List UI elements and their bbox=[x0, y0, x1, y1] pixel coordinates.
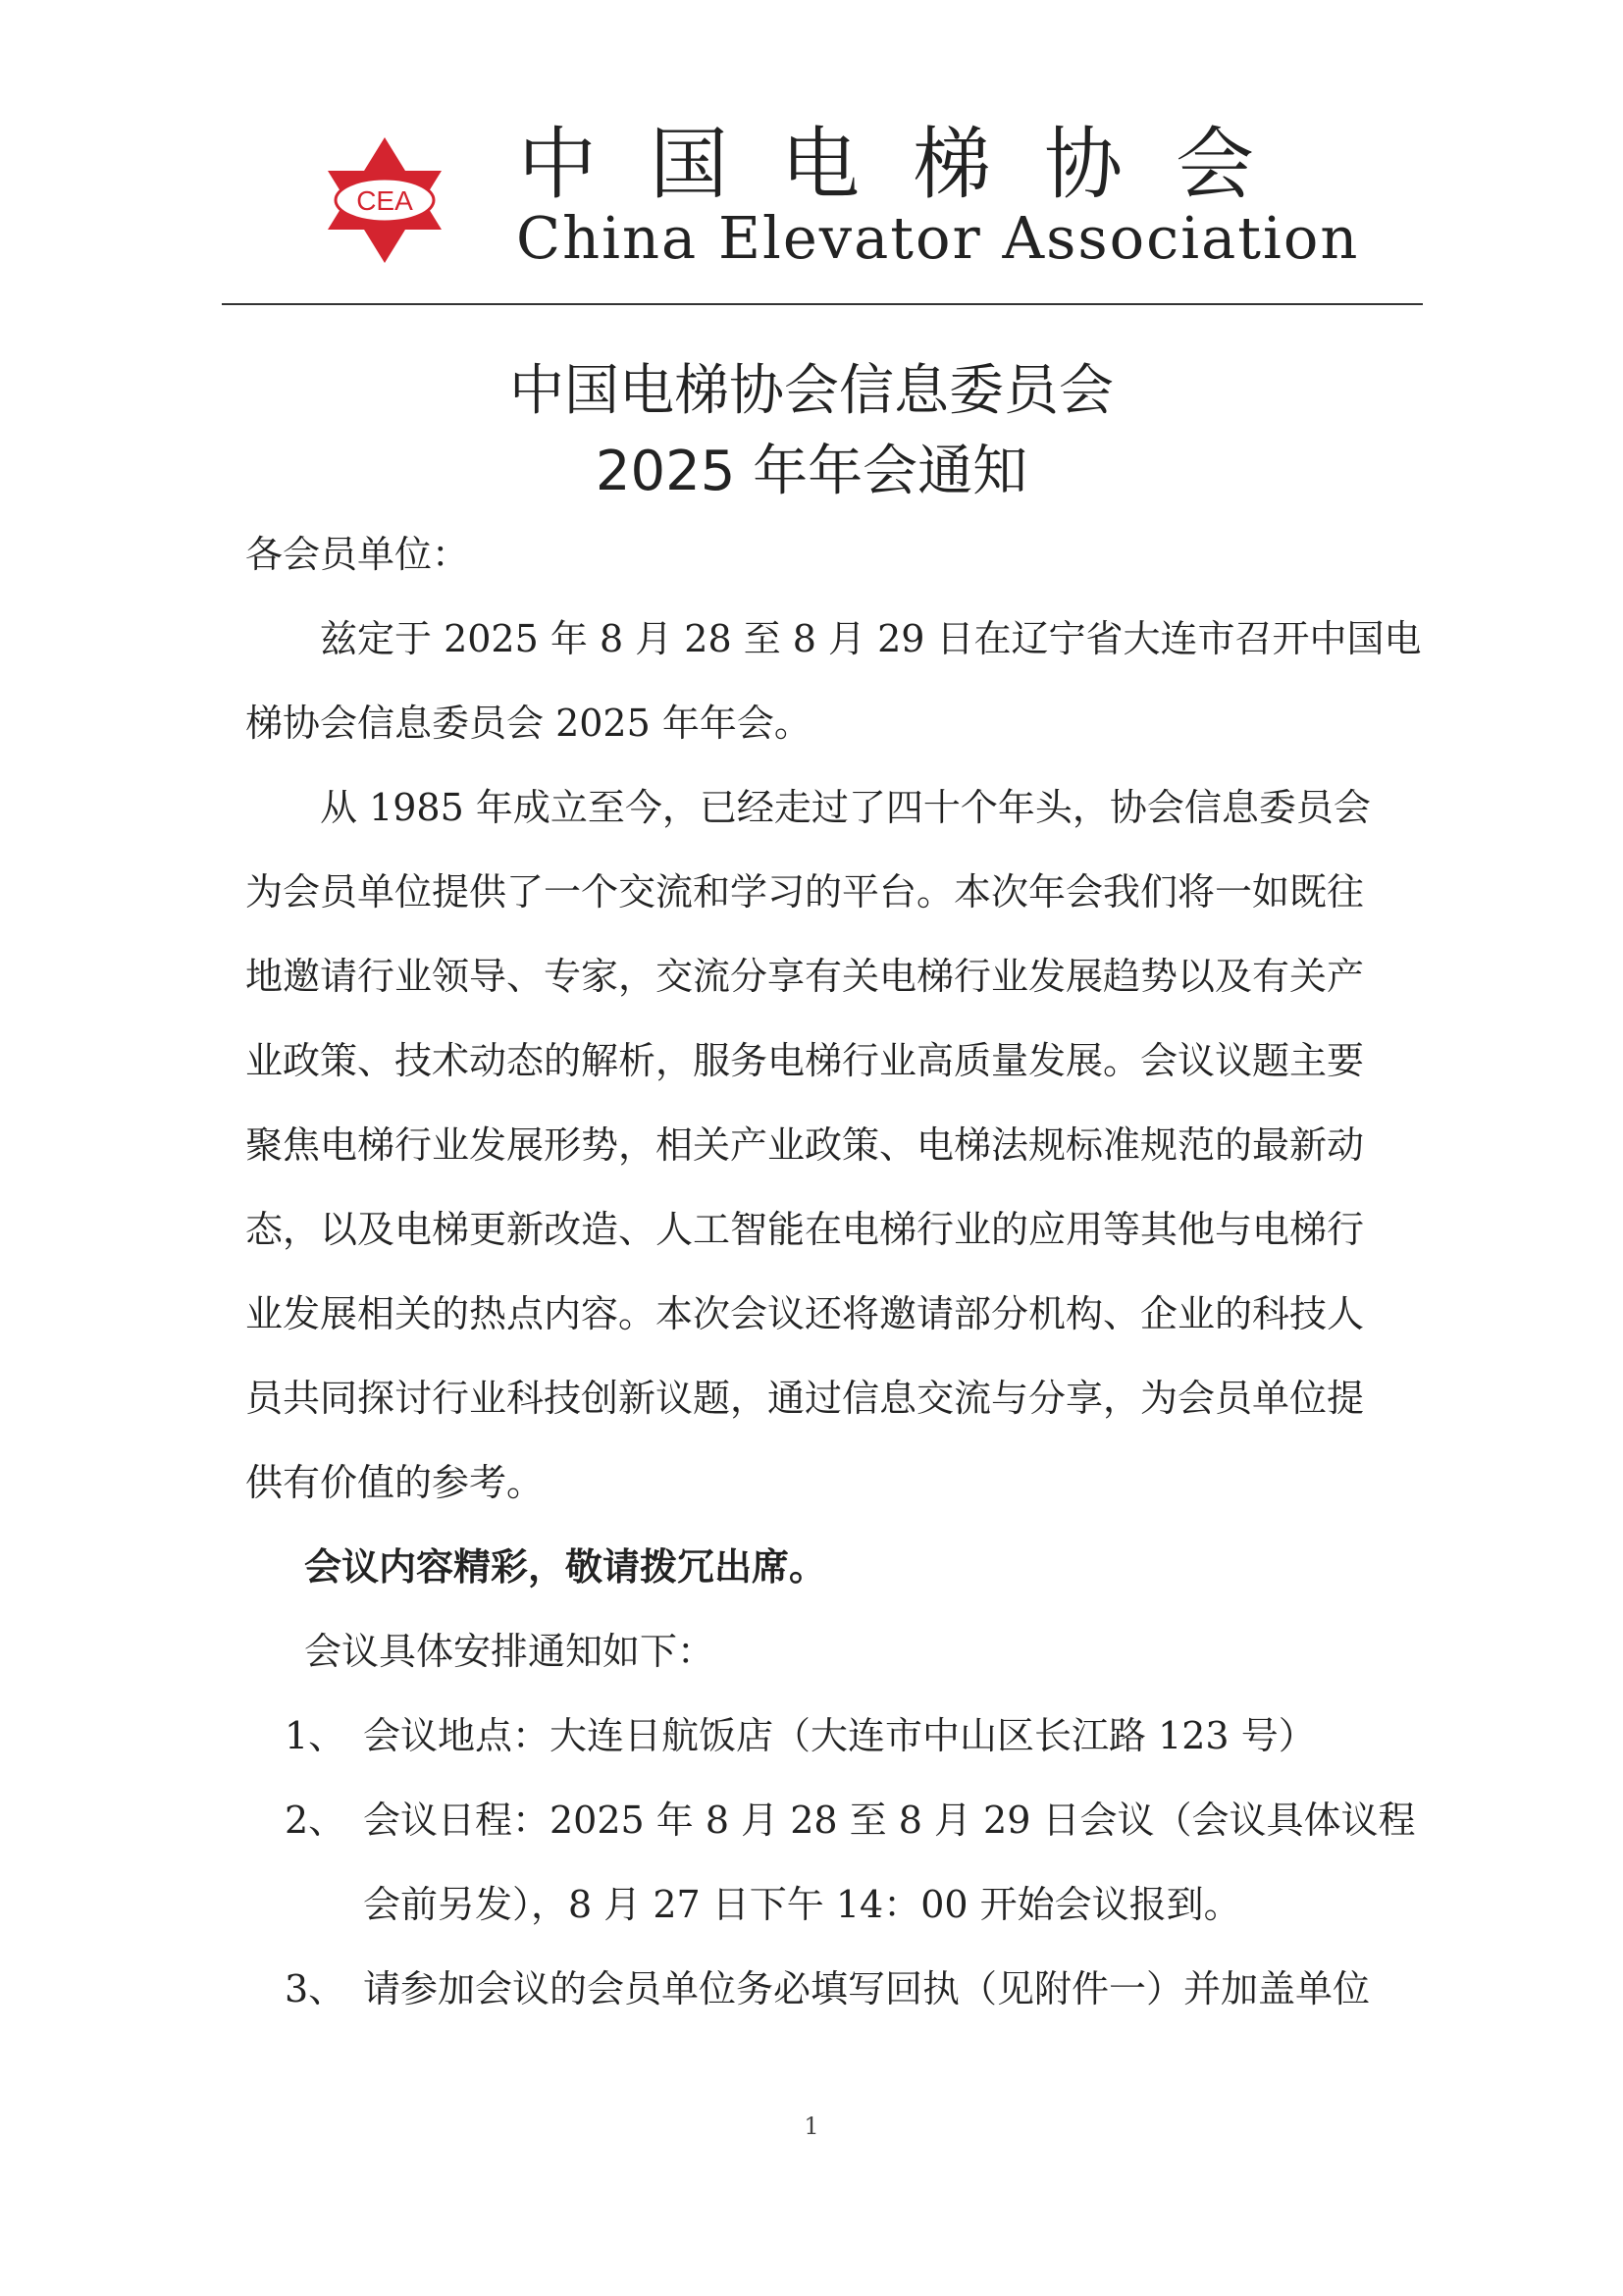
cea-logo bbox=[320, 133, 449, 267]
paragraph-line: 员共同探讨行业科技创新议题，通过信息交流与分享，为会员单位提 bbox=[245, 1377, 1365, 1420]
paragraph-line: 梯协会信息委员会 2025 年年会。 bbox=[245, 702, 812, 745]
paragraph-line: 地邀请行业领导、专家，交流分享有关电梯行业发展趋势以及有关产 bbox=[245, 955, 1365, 998]
page-number: 1 bbox=[804, 2113, 819, 2140]
org-name-en: China Elevator Association bbox=[516, 204, 1360, 272]
paragraph-line: 从 1985 年成立至今，已经走过了四十个年头，协会信息委员会 bbox=[245, 786, 1371, 829]
item-schedule: 会议日程：2025 年 8 月 28 至 8 月 29 日会议（会议具体议程 bbox=[363, 1799, 1416, 1842]
item-reply: 请参加会议的会员单位务必填写回执（见附件一）并加盖单位 bbox=[363, 1967, 1371, 2010]
item-number: 1、 bbox=[285, 1714, 346, 1757]
letterhead-divider bbox=[222, 303, 1423, 305]
paragraph-line: 业发展相关的热点内容。本次会议还将邀请部分机构、企业的科技人 bbox=[245, 1292, 1365, 1335]
invitation-line: 会议内容精彩，敬请拨冗出席。 bbox=[304, 1544, 827, 1589]
paragraph-line: 兹定于 2025 年 8 月 28 至 8 月 29 日在辽宁省大连市召开中国电 bbox=[245, 617, 1422, 660]
salutation: 各会员单位： bbox=[245, 533, 470, 576]
org-name-cn: 中国电梯协会 bbox=[518, 119, 1307, 210]
paragraph-line: 业政策、技术动态的解析，服务电梯行业高质量发展。会议议题主要 bbox=[245, 1039, 1365, 1082]
document-title-line2: 2025 年年会通知 bbox=[595, 440, 1028, 503]
paragraph-line: 态，以及电梯更新改造、人工智能在电梯行业的应用等其他与电梯行 bbox=[245, 1208, 1365, 1251]
paragraph-line: 供有价值的参考。 bbox=[245, 1461, 545, 1504]
document-title-line1: 中国电梯协会信息委员会 bbox=[509, 359, 1114, 423]
arrangement-intro: 会议具体安排通知如下： bbox=[304, 1630, 715, 1673]
item-venue: 会议地点：大连日航饭店（大连市中山区长江路 123 号） bbox=[363, 1714, 1316, 1757]
item-schedule-cont: 会前另发），8 月 27 日下午 14：00 开始会议报到。 bbox=[363, 1883, 1241, 1926]
paragraph-line: 聚焦电梯行业发展形势，相关产业政策、电梯法规标准规范的最新动 bbox=[245, 1123, 1365, 1167]
item-number: 2、 bbox=[285, 1799, 346, 1842]
logo-text: CEA bbox=[356, 185, 413, 216]
paragraph-line: 为会员单位提供了一个交流和学习的平台。本次年会我们将一如既往 bbox=[245, 870, 1365, 913]
item-number: 3、 bbox=[285, 1967, 346, 2010]
